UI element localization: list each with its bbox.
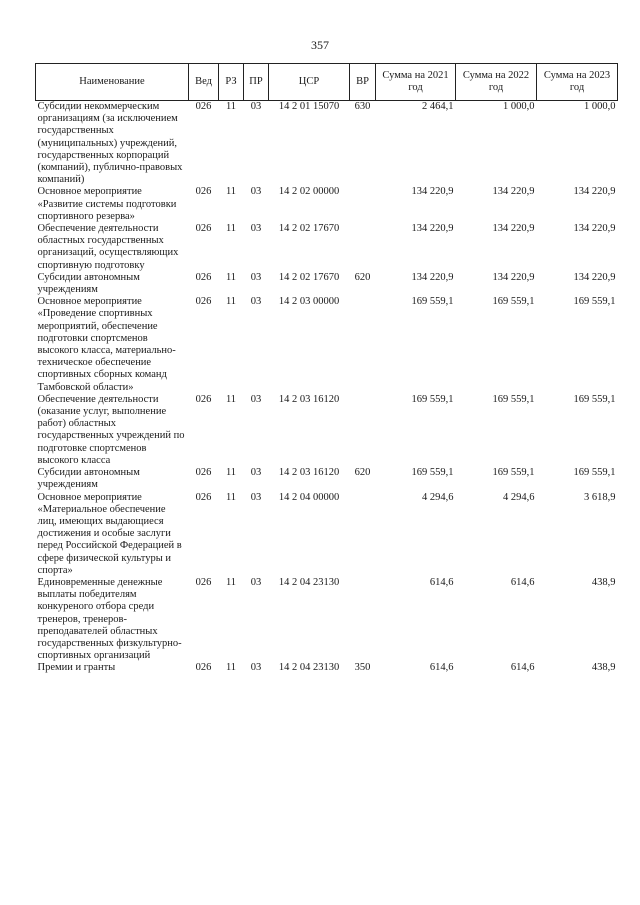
- header-sum-2023: Сумма на 2023 год: [537, 64, 618, 101]
- cell-name: Единовременные денежные выплаты победителям конкуреного отбора среди тренеров, тренеров-преподавателей областных государственных физкультурно-спортивных организаций: [37, 576, 182, 662]
- cell-pr: 03: [250, 186, 262, 198]
- table-row: [36, 272, 618, 296]
- cell-pr: 03: [250, 467, 262, 479]
- cell-ved: 026: [195, 662, 212, 674]
- cell-ved: 026: [195, 467, 212, 479]
- cell-sum-2021: 4 294,6: [422, 491, 454, 503]
- cell-rz: 11: [225, 223, 237, 235]
- header-csr: ЦСР: [269, 64, 350, 101]
- cell-sum-2022: 169 559,1: [492, 393, 535, 405]
- cell-sum-2023: 134 220,9: [573, 223, 616, 235]
- cell-sum-2021: 169 559,1: [411, 393, 454, 405]
- cell-sum-2023: 169 559,1: [573, 467, 616, 479]
- cell-sum-2023: 1 000,0: [584, 101, 616, 112]
- cell-sum-2022: 1 000,0: [503, 101, 535, 112]
- cell-vr: [350, 186, 376, 223]
- table-row: [36, 101, 618, 187]
- cell-name: Основное мероприятие «Развитие системы подготовки спортивного резерва»: [37, 186, 177, 222]
- cell-vr: [350, 296, 376, 394]
- cell-sum-2021: 2 464,1: [422, 101, 454, 112]
- cell-sum-2022: 134 220,9: [492, 186, 535, 198]
- table-body: [36, 101, 618, 675]
- cell-ved: 026: [195, 101, 212, 112]
- cell-vr: [350, 223, 376, 272]
- cell-pr: 03: [250, 223, 262, 235]
- cell-csr: 14 2 02 17670: [278, 271, 340, 283]
- cell-name: Субсидии некоммерческим организациям (за исключением государственных (муниципальных) учреждений, государственных корпораций (компаний), публично-правовых компаний): [37, 101, 183, 186]
- cell-ved: 026: [195, 393, 212, 405]
- cell-sum-2023: 169 559,1: [573, 296, 616, 308]
- header-sum-2021: Сумма на 2021 год: [376, 64, 456, 101]
- table-row: [36, 223, 618, 272]
- cell-rz: 11: [225, 662, 237, 674]
- cell-vr: [350, 492, 376, 577]
- cell-sum-2023: 438,9: [591, 576, 616, 588]
- cell-sum-2023: 169 559,1: [573, 393, 616, 405]
- cell-sum-2022: 134 220,9: [492, 223, 535, 235]
- table-row: [36, 467, 618, 491]
- cell-ved: 026: [195, 296, 212, 308]
- header-sum-2022: Сумма на 2022 год: [456, 64, 537, 101]
- cell-sum-2022: 169 559,1: [492, 467, 535, 479]
- cell-vr: 630: [354, 101, 371, 112]
- cell-ved: 026: [195, 223, 212, 235]
- cell-pr: 03: [250, 576, 262, 588]
- table-row: [36, 492, 618, 577]
- header-pr: ПР: [244, 64, 269, 101]
- cell-sum-2023: 134 220,9: [573, 271, 616, 283]
- cell-rz: 11: [225, 467, 237, 479]
- cell-pr: 03: [250, 271, 262, 283]
- cell-sum-2021: 169 559,1: [411, 467, 454, 479]
- table-row: [36, 186, 618, 223]
- cell-sum-2023: 134 220,9: [573, 186, 616, 198]
- cell-csr: 14 2 02 17670: [278, 223, 340, 235]
- cell-vr: 350: [354, 662, 371, 674]
- cell-csr: 14 2 03 16120: [278, 467, 340, 479]
- cell-sum-2023: 438,9: [591, 662, 616, 674]
- table-row: [36, 296, 618, 394]
- header-name: Наименование: [36, 64, 189, 101]
- cell-rz: 11: [225, 393, 237, 405]
- cell-name: Основное мероприятие «Проведение спортивных мероприятий, обеспечение подготовки спортсменов высокого класса, материально-техническое обеспечение спортивных сборных команд Тамбовской области»: [37, 296, 176, 393]
- cell-name: Субсидии автономным учреждениям: [37, 467, 140, 491]
- cell-name: Субсидии автономным учреждениям: [37, 271, 140, 296]
- cell-csr: 14 2 03 00000: [278, 296, 340, 308]
- table-header: [36, 64, 618, 101]
- cell-name: Обеспечение деятельности (оказание услуг, выполнение работ) областных государственных учреждений по подготовке спортсменов высокого класса: [37, 393, 185, 466]
- cell-sum-2022: 614,6: [510, 576, 535, 588]
- cell-sum-2021: 614,6: [429, 576, 454, 588]
- header-rz: РЗ: [219, 64, 244, 101]
- cell-sum-2021: 134 220,9: [411, 223, 454, 235]
- page-number: 357: [311, 38, 329, 52]
- cell-sum-2023: 3 618,9: [584, 491, 616, 503]
- cell-ved: 026: [195, 576, 212, 588]
- cell-rz: 11: [225, 296, 237, 308]
- cell-vr: [350, 394, 376, 467]
- cell-ved: 026: [195, 271, 212, 283]
- cell-pr: 03: [250, 296, 262, 308]
- cell-rz: 11: [225, 271, 237, 283]
- cell-csr: 14 2 04 00000: [278, 491, 340, 503]
- cell-vr: [350, 577, 376, 662]
- cell-sum-2022: 169 559,1: [492, 296, 535, 308]
- cell-ved: 026: [195, 186, 212, 198]
- cell-rz: 11: [225, 576, 237, 588]
- cell-csr: 14 2 03 16120: [278, 393, 340, 405]
- cell-sum-2022: 614,6: [510, 662, 535, 674]
- cell-name: Обеспечение деятельности областных государственных организаций, осуществляющих спортивную подготовку: [37, 223, 179, 271]
- cell-pr: 03: [250, 393, 262, 405]
- table-row: [36, 394, 618, 467]
- cell-csr: 14 2 02 00000: [278, 186, 340, 198]
- cell-rz: 11: [225, 491, 237, 503]
- cell-csr: 14 2 04 23130: [278, 576, 340, 588]
- header-vr: ВР: [350, 64, 376, 101]
- cell-csr: 14 2 01 15070: [278, 101, 340, 112]
- cell-name: Премии и гранты: [37, 662, 116, 674]
- table-row: [36, 662, 618, 674]
- cell-sum-2022: 4 294,6: [503, 491, 535, 503]
- header-ved: Вед: [189, 64, 219, 101]
- cell-vr: 620: [354, 271, 371, 283]
- cell-sum-2021: 134 220,9: [411, 271, 454, 283]
- cell-ved: 026: [195, 491, 212, 503]
- cell-pr: 03: [250, 662, 262, 674]
- cell-vr: 620: [354, 467, 371, 479]
- cell-csr: 14 2 04 23130: [278, 662, 340, 674]
- cell-pr: 03: [250, 491, 262, 503]
- budget-table: [35, 63, 618, 675]
- cell-sum-2021: 614,6: [429, 662, 454, 674]
- cell-sum-2021: 134 220,9: [411, 186, 454, 198]
- table-row: [36, 577, 618, 662]
- cell-sum-2022: 134 220,9: [492, 271, 535, 283]
- cell-rz: 11: [225, 186, 237, 198]
- cell-rz: 11: [225, 101, 237, 112]
- cell-name: Основное мероприятие «Материальное обеспечение лиц, имеющих выдающиеся достижения и особые заслуги перед Российской Федерацией в сфере физической культуры и спорта»: [37, 491, 182, 576]
- cell-sum-2021: 169 559,1: [411, 296, 454, 308]
- cell-pr: 03: [250, 101, 262, 112]
